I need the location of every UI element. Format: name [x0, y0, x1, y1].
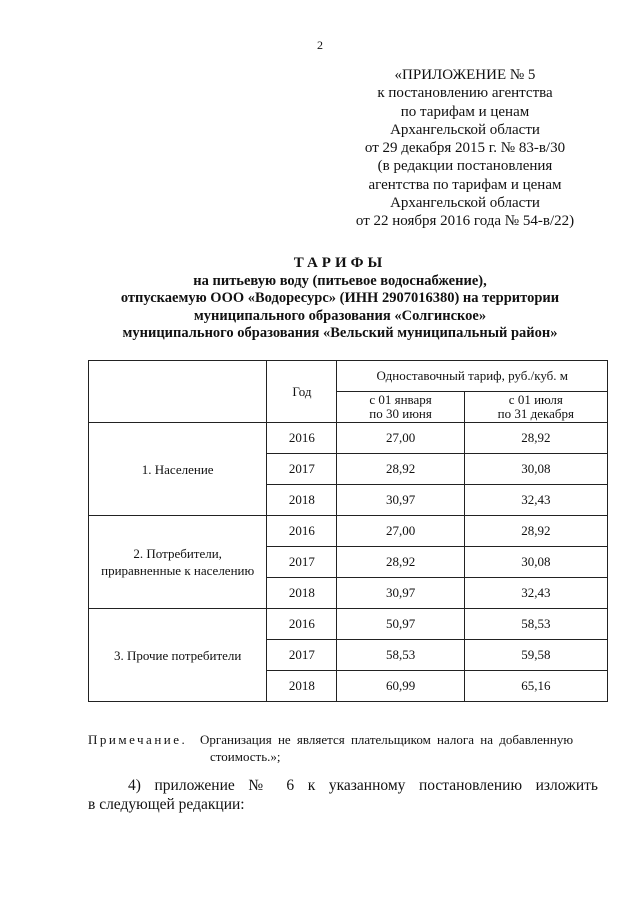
tariff-h1-cell: 28,92 — [337, 454, 464, 485]
year-cell: 2018 — [267, 671, 337, 702]
tariff-h2-cell: 30,08 — [464, 547, 607, 578]
header-period-1 — [337, 392, 464, 423]
appendix-header — [330, 66, 600, 231]
tariff-h1-cell: 60,99 — [337, 671, 464, 702]
page-number: 2 — [317, 38, 323, 52]
header-year: Год — [267, 361, 337, 423]
title-heading: ТАРИФЫ — [293, 255, 387, 271]
appendix-line: агентства по тарифам и ценам — [368, 176, 562, 193]
category-cell — [89, 423, 267, 516]
appendix-line: Архангельской области — [390, 195, 540, 212]
title-line: отпускаемую ООО «Водоресурс» (ИНН 2907016380) на территории — [120, 290, 560, 307]
header-period-2-line1: с 01 июля — [508, 392, 563, 407]
body-paragraph — [88, 776, 598, 814]
appendix-line: от 29 декабря 2015 г. № 83-в/30 — [364, 140, 566, 157]
table-row — [89, 609, 608, 640]
category-label: 3. Прочие потребители — [113, 647, 242, 663]
header-period-1-line2: по 30 июня — [369, 406, 432, 421]
document-title — [60, 255, 620, 343]
appendix-line: к постановлению агентства — [377, 85, 553, 102]
table-row — [89, 516, 608, 547]
header-period-2 — [464, 392, 607, 423]
note-label: Примечание. — [88, 732, 188, 747]
appendix-line: «ПРИЛОЖЕНИЕ № 5 — [394, 67, 536, 83]
year-cell: 2016 — [267, 423, 337, 454]
tariff-h2-cell: 30,08 — [464, 454, 607, 485]
tariff-h2-cell: 58,53 — [464, 609, 607, 640]
category-label: 1. Население — [141, 461, 214, 477]
year-cell: 2016 — [267, 609, 337, 640]
year-cell: 2017 — [267, 547, 337, 578]
tariff-h2-cell: 32,43 — [464, 485, 607, 516]
tariff-h1-cell: 50,97 — [337, 609, 464, 640]
appendix-line: от 22 ноября 2016 года № 54-в/22) — [355, 213, 575, 230]
note-text: Организация не является плательщиком налога на добавленную — [200, 732, 574, 747]
year-cell: 2018 — [267, 485, 337, 516]
category-label-line2: приравненные к населению — [101, 563, 255, 578]
category-cell — [89, 516, 267, 609]
tariff-table — [88, 360, 608, 702]
table-note — [88, 731, 598, 765]
tariff-h2-cell: 32,43 — [464, 578, 607, 609]
paragraph-line-1: 4) приложение № 6 к указанному постановлению изложить — [128, 777, 598, 794]
tariff-h2-cell: 28,92 — [464, 516, 607, 547]
tariff-h1-cell: 27,00 — [337, 516, 464, 547]
table-row — [89, 423, 608, 454]
tariff-h2-cell: 28,92 — [464, 423, 607, 454]
category-cell — [89, 609, 267, 702]
appendix-line: Архангельской области — [390, 121, 540, 138]
note-line-2: стоимость.»; — [210, 749, 281, 764]
title-line: на питьевую воду (питьевое водоснабжение), — [193, 272, 487, 289]
note-line-1 — [88, 731, 598, 748]
year-cell: 2016 — [267, 516, 337, 547]
tariff-h1-cell: 30,97 — [337, 578, 464, 609]
header-period-1-line1: с 01 января — [369, 392, 432, 407]
year-cell: 2017 — [267, 454, 337, 485]
tariff-h1-cell: 30,97 — [337, 485, 464, 516]
header-period-2-line2: по 31 декабря — [497, 406, 574, 421]
year-cell: 2017 — [267, 640, 337, 671]
category-label: 2. Потребители, — [133, 546, 222, 561]
tariff-h1-cell: 28,92 — [337, 547, 464, 578]
title-line: муниципального образования «Вельский муниципальный район» — [122, 325, 558, 342]
tariff-h2-cell: 65,16 — [464, 671, 607, 702]
appendix-line: (в редакции постановления — [377, 158, 553, 175]
paragraph-line-2: в следующей редакции: — [88, 796, 245, 813]
header-category-cell — [89, 361, 267, 423]
title-line: муниципального образования «Солгинское» — [193, 307, 487, 324]
header-tariff: Одноставочный тариф, руб./куб. м — [337, 361, 608, 392]
tariff-h2-cell: 59,58 — [464, 640, 607, 671]
tariff-h1-cell: 58,53 — [337, 640, 464, 671]
appendix-line: по тарифам и ценам — [400, 103, 530, 120]
year-cell: 2018 — [267, 578, 337, 609]
tariff-h1-cell: 27,00 — [337, 423, 464, 454]
